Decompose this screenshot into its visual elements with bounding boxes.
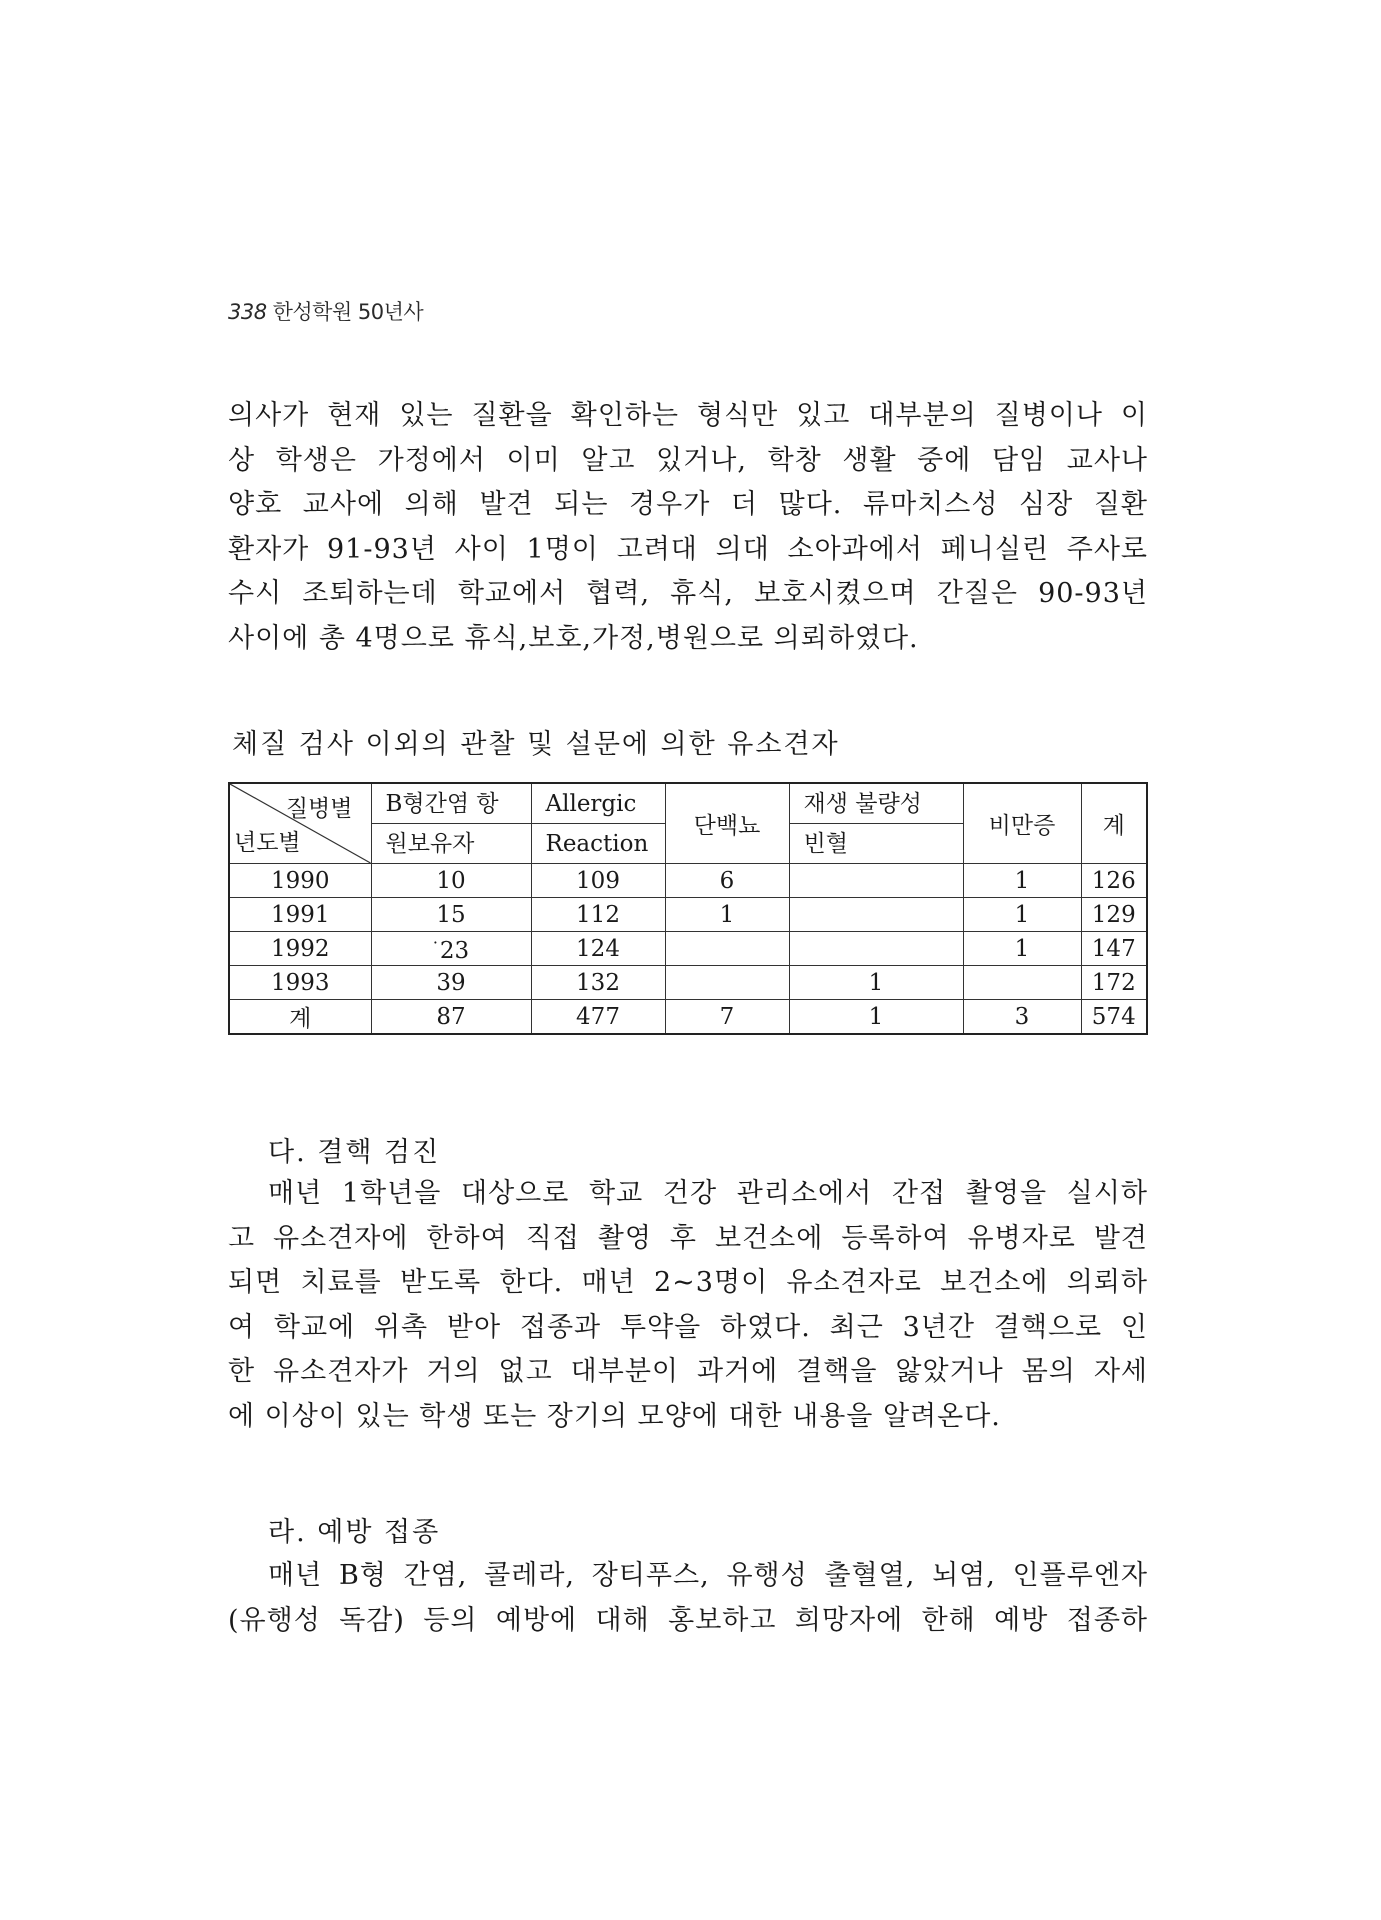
total-cell: 129 <box>1081 898 1147 932</box>
table-cell: ·23 <box>371 932 531 966</box>
table-cell: 10 <box>371 864 531 898</box>
table-row <box>229 864 1147 898</box>
table-cell: 15 <box>371 898 531 932</box>
table-cell: 1 <box>789 966 963 1000</box>
year-cell: 1993 <box>229 966 371 1000</box>
table-cell: 3 <box>963 1000 1081 1035</box>
text-line: 에 이상이 있는 학생 또는 장기의 모양에 대한 내용을 알려온다. <box>228 1400 1001 1432</box>
text-line: 환자가 91-93년 사이 1명이 고려대 의대 소아과에서 페니실린 주사로 <box>228 533 1148 565</box>
table-cell: 7 <box>665 1000 789 1035</box>
text-line: 고 유소견자에 한하여 직접 촬영 후 보건소에 등록하여 유병자로 발견 <box>228 1222 1148 1254</box>
header-cell: 재생 불량성 <box>789 783 963 824</box>
table-cell: 1 <box>963 898 1081 932</box>
column-axis-label: 질병별 <box>285 796 353 822</box>
header-cell: 비만증 <box>963 783 1081 864</box>
running-header <box>228 296 423 326</box>
text-line: 여 학교에 위촉 받아 접종과 투약을 하였다. 최근 3년간 결핵으로 인 <box>228 1311 1148 1343</box>
header-cell: 빈혈 <box>789 824 963 864</box>
year-cell: 계 <box>229 1000 371 1035</box>
total-cell: 147 <box>1081 932 1147 966</box>
text-line: 되면 치료를 받도록 한다. 매년 2~3명이 유소견자로 보건소에 의뢰하 <box>228 1267 1148 1298</box>
table-cell: 87 <box>371 1000 531 1035</box>
table-cell: 124 <box>531 932 665 966</box>
table-row <box>229 932 1147 966</box>
header-cell: Reaction <box>531 824 665 864</box>
text-line: 수시 조퇴하는데 학교에서 협력, 휴식, 보호시켰으며 간질은 90-93년 <box>228 578 1148 609</box>
total-cell: 126 <box>1081 864 1147 898</box>
header-cell: B형간염 항 <box>371 783 531 824</box>
total-cell: 574 <box>1081 1000 1147 1035</box>
section-title-vaccination: 라. 예방 접종 <box>268 1517 441 1548</box>
table-cell <box>789 898 963 932</box>
table-cell: 477 <box>531 1000 665 1035</box>
header-cell: 단백뇨 <box>665 783 789 864</box>
year-cell: 1990 <box>229 864 371 898</box>
year-cell: 1991 <box>229 898 371 932</box>
page-number: 338 <box>228 300 267 324</box>
table-total-row <box>229 1000 1147 1035</box>
findings-table <box>228 782 1148 1035</box>
text-line: (유행성 독감) 등의 예방에 대해 홍보하고 희망자에 한해 예방 접종하 <box>228 1604 1148 1636</box>
table-row <box>229 966 1147 1000</box>
paragraph-health-check <box>228 394 1148 661</box>
table-row <box>229 898 1147 932</box>
table-cell <box>789 864 963 898</box>
header-cell: Allergic <box>531 783 665 824</box>
table-cell: 1 <box>963 864 1081 898</box>
table-cell <box>665 966 789 1000</box>
table-caption: 체질 검사 이외의 관찰 및 설문에 의한 유소견자 <box>232 729 840 760</box>
table-cell: 1 <box>665 898 789 932</box>
text-line: 상 학생은 가정에서 이미 알고 있거나, 학창 생활 중에 담임 교사나 <box>228 444 1148 476</box>
table-cell <box>665 932 789 966</box>
table-cell: 1 <box>789 1000 963 1035</box>
text-line: 사이에 총 4명으로 휴식,보호,가정,병원으로 의뢰하였다. <box>228 622 919 654</box>
book-title: 한성학원 50년사 <box>272 300 424 324</box>
table-cell <box>963 966 1081 1000</box>
table-cell: 6 <box>665 864 789 898</box>
table-cell: 112 <box>531 898 665 932</box>
text-line: 매년 1학년을 대상으로 학교 건강 관리소에서 간접 촬영을 실시하 <box>268 1178 1148 1209</box>
paragraph-vaccination <box>228 1554 1148 1643</box>
year-cell: 1992 <box>229 932 371 966</box>
paragraph-tuberculosis <box>228 1172 1148 1439</box>
table-header-row <box>229 783 1147 824</box>
table-corner-cell <box>229 783 371 864</box>
row-axis-label: 년도별 <box>234 830 301 856</box>
table-cell: 1 <box>963 932 1081 966</box>
text-line: 매년 B형 간염, 콜레라, 장티푸스, 유행성 출혈열, 뇌염, 인플루엔자 <box>268 1560 1148 1591</box>
table-cell: 39 <box>371 966 531 1000</box>
total-cell: 172 <box>1081 966 1147 1000</box>
header-cell: 계 <box>1081 783 1147 864</box>
text-line: 한 유소견자가 거의 없고 대부분이 과거에 결핵을 앓았거나 몸의 자세 <box>228 1356 1148 1387</box>
text-line: 의사가 현재 있는 질환을 확인하는 형식만 있고 대부분의 질병이나 이 <box>228 400 1148 431</box>
section-title-tuberculosis: 다. 결핵 검진 <box>268 1137 441 1168</box>
table-cell: 132 <box>531 966 665 1000</box>
print-speck: · <box>432 933 438 952</box>
header-cell: 원보유자 <box>371 824 531 864</box>
text-line: 양호 교사에 의해 발견 되는 경우가 더 많다. 류마치스성 심장 질환 <box>228 489 1148 520</box>
table-cell <box>789 932 963 966</box>
table-cell: 109 <box>531 864 665 898</box>
